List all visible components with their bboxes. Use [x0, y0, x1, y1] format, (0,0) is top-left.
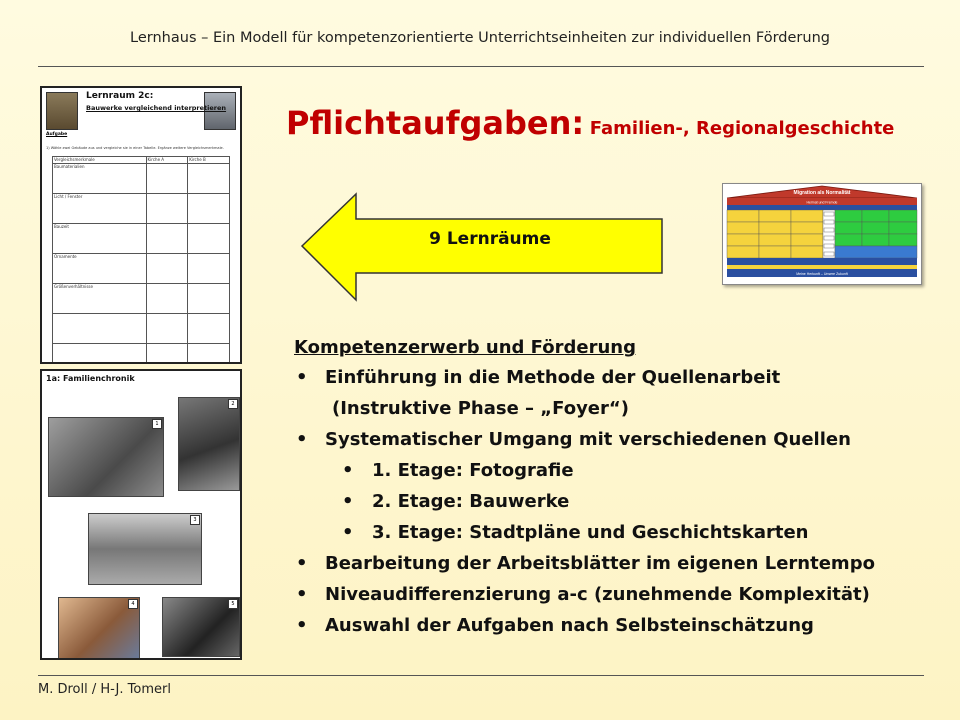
page-title: [286, 104, 894, 142]
worksheet-instruction: 1) Wähle zwei Gebäude aus und vergleiche sie in einer Tabelle. Ergänze weitere Vergleichsmerkmale.: [46, 146, 224, 150]
family-photo-3: [88, 513, 202, 585]
worksheet-title: 1a: Familienchronik: [46, 374, 135, 383]
list-item: • Systematischer Umgang mit verschiedenen Quellen: [294, 424, 934, 455]
worksheet-title: Lernraum 2c:: [86, 91, 154, 101]
photo-number: 3: [190, 515, 200, 525]
lernhaus-diagram-thumbnail: [722, 183, 922, 285]
title-sub: Familien-, Regionalgeschichte: [589, 118, 895, 139]
list-item: • Bearbeitung der Arbeitsblätter im eigenen Lerntempo: [294, 548, 934, 579]
lernhaus-house-icon: [723, 184, 921, 284]
photo-number: 4: [128, 599, 138, 609]
table-header-cell: Vergleichsmerkmale: [53, 157, 147, 164]
sub-list-item: • 3. Etage: Stadtpläne und Geschichtskarten: [294, 517, 934, 548]
list-item: • Auswahl der Aufgaben nach Selbsteinschätzung: [294, 610, 934, 641]
table-row-label: Bauzeit: [53, 224, 147, 254]
family-photo-1: [48, 417, 164, 497]
svg-text:Migration als Normalität: Migration als Normalität: [793, 190, 851, 196]
arrow-label: 9 Lernräume: [429, 229, 551, 249]
list-item-continuation: (Instruktive Phase – „Foyer“): [332, 398, 629, 419]
photo-number: 2: [228, 399, 238, 409]
table-header-cell: Kirche B: [188, 157, 230, 164]
worksheet-thumbnail-familienchronik: [40, 369, 242, 660]
slide-header: Lernhaus – Ein Modell für kompetenzorientierte Unterrichtseinheiten zur individuellen Förderung: [130, 30, 830, 46]
title-main: Pflichtaufgaben:: [286, 104, 585, 142]
worksheet-aufgabe: Aufgabe: [46, 132, 68, 137]
list-item: • Einführung in die Methode der Quellenarbeit: [294, 362, 934, 393]
church-photo-left: [46, 92, 78, 130]
slide-footer: M. Droll / H-J. Tomerl: [38, 682, 171, 697]
photo-number: 1: [152, 419, 162, 429]
worksheet-thumbnail-bauwerke: [40, 86, 242, 364]
table-row-label: Ornamente: [53, 254, 147, 284]
svg-text:Meine Herkunft – Unsere Zukunf: Meine Herkunft – Unsere Zukunft: [796, 272, 848, 276]
photo-number: 5: [228, 599, 238, 609]
table-header-cell: Kirche A: [146, 157, 188, 164]
worksheet-table: [52, 156, 230, 364]
footer-rule: [38, 675, 924, 676]
table-row-label: Größenverhältnisse: [53, 284, 147, 314]
table-row-label: [53, 344, 147, 365]
sub-list-item: • 1. Etage: Fotografie: [294, 455, 934, 486]
section-heading: Kompetenzerwerb und Förderung: [294, 337, 636, 358]
table-row-label: [53, 314, 147, 344]
table-row-label: Licht / Fenster: [53, 194, 147, 224]
table-row-label: Baumaterialien: [53, 164, 147, 194]
competence-section: [294, 337, 934, 641]
worksheet-subtitle: Bauwerke vergleichend interpretieren: [86, 104, 227, 112]
bullet-list: [294, 362, 934, 641]
list-item: • Niveaudifferenzierung a-c (zunehmende Komplexität): [294, 579, 934, 610]
header-rule: [38, 66, 924, 67]
family-photo-2: [178, 397, 240, 491]
sub-list-item: • 2. Etage: Bauwerke: [294, 486, 934, 517]
svg-text:Heimat und Fremde: Heimat und Fremde: [806, 200, 838, 205]
